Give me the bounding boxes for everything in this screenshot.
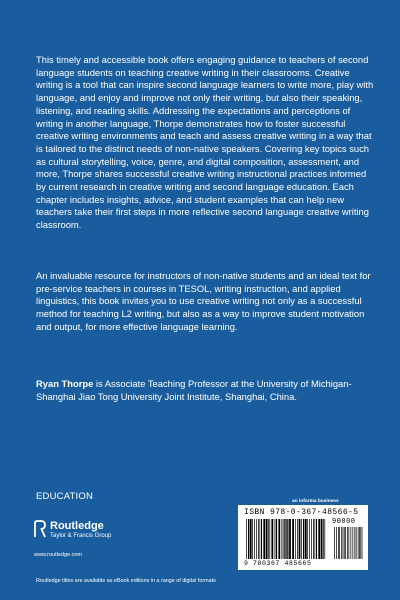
isbn-number: ISBN 978-0-367-48566-5 bbox=[244, 508, 359, 517]
author-name: Ryan Thorpe bbox=[36, 378, 94, 389]
subject-category: EDUCATION bbox=[36, 491, 94, 502]
addon-number: 90000 bbox=[332, 518, 356, 526]
author-bio-text: is Associate Teaching Professor at the University of Michigan-Shanghai Jiao Tong University Joint Institute, Shanghai, China. bbox=[36, 378, 352, 402]
ebook-note: Routledge titles are available as eBook editions in a range of digital formats bbox=[36, 578, 216, 584]
ean-barcode-bars bbox=[246, 519, 328, 559]
addon-barcode-bars bbox=[334, 527, 364, 559]
routledge-logo-icon bbox=[34, 520, 46, 538]
barcode bbox=[238, 505, 368, 570]
publisher-group: Taylor & Francis Group bbox=[50, 533, 112, 539]
imprint-label: an informa business bbox=[292, 499, 339, 504]
description-paragraph-2: An invaluable resource for instructors of non-native students and an ideal text for pre-service teachers in courses in TESOL, writing instruction, and applied linguistics, this book invites you to use creative writing not only as a successful method for teaching L2 writing, but also as a way to improve student motivation and output, for more effective language learning. bbox=[36, 270, 371, 332]
ean-number: 9 780367 485665 bbox=[244, 560, 312, 567]
publisher-logo bbox=[34, 520, 174, 560]
publisher-website: www.routledge.com bbox=[34, 552, 82, 558]
description-paragraph-1: This timely and accessible book offers engaging guidance to teachers of second language students on teaching creative writing in their classrooms. Creative writing is a tool that can inspire second language learners to write more, play with language, and enjoy and improve not only their writing, but also their speaking, listening, and reading skills. Addressing the expectations and perceptions of writing in another language, Thorpe demonstrates how to foster successful creative writing environments and teach and assess creative writing in a way that is tailored to the distinct needs of non-native speakers. Covering key topics such as cultural storytelling, voice, genre, and digital composition, assessment, and more, Thorpe shares successful creative writing instructional practices informed by current research in creative writing and second language education. Each chapter includes insights, advice, and student examples that can help new teachers take their first steps in more reflective second language creative writing classroom. bbox=[36, 54, 374, 231]
author-bio bbox=[36, 378, 376, 403]
publisher-name: Routledge bbox=[50, 520, 104, 532]
